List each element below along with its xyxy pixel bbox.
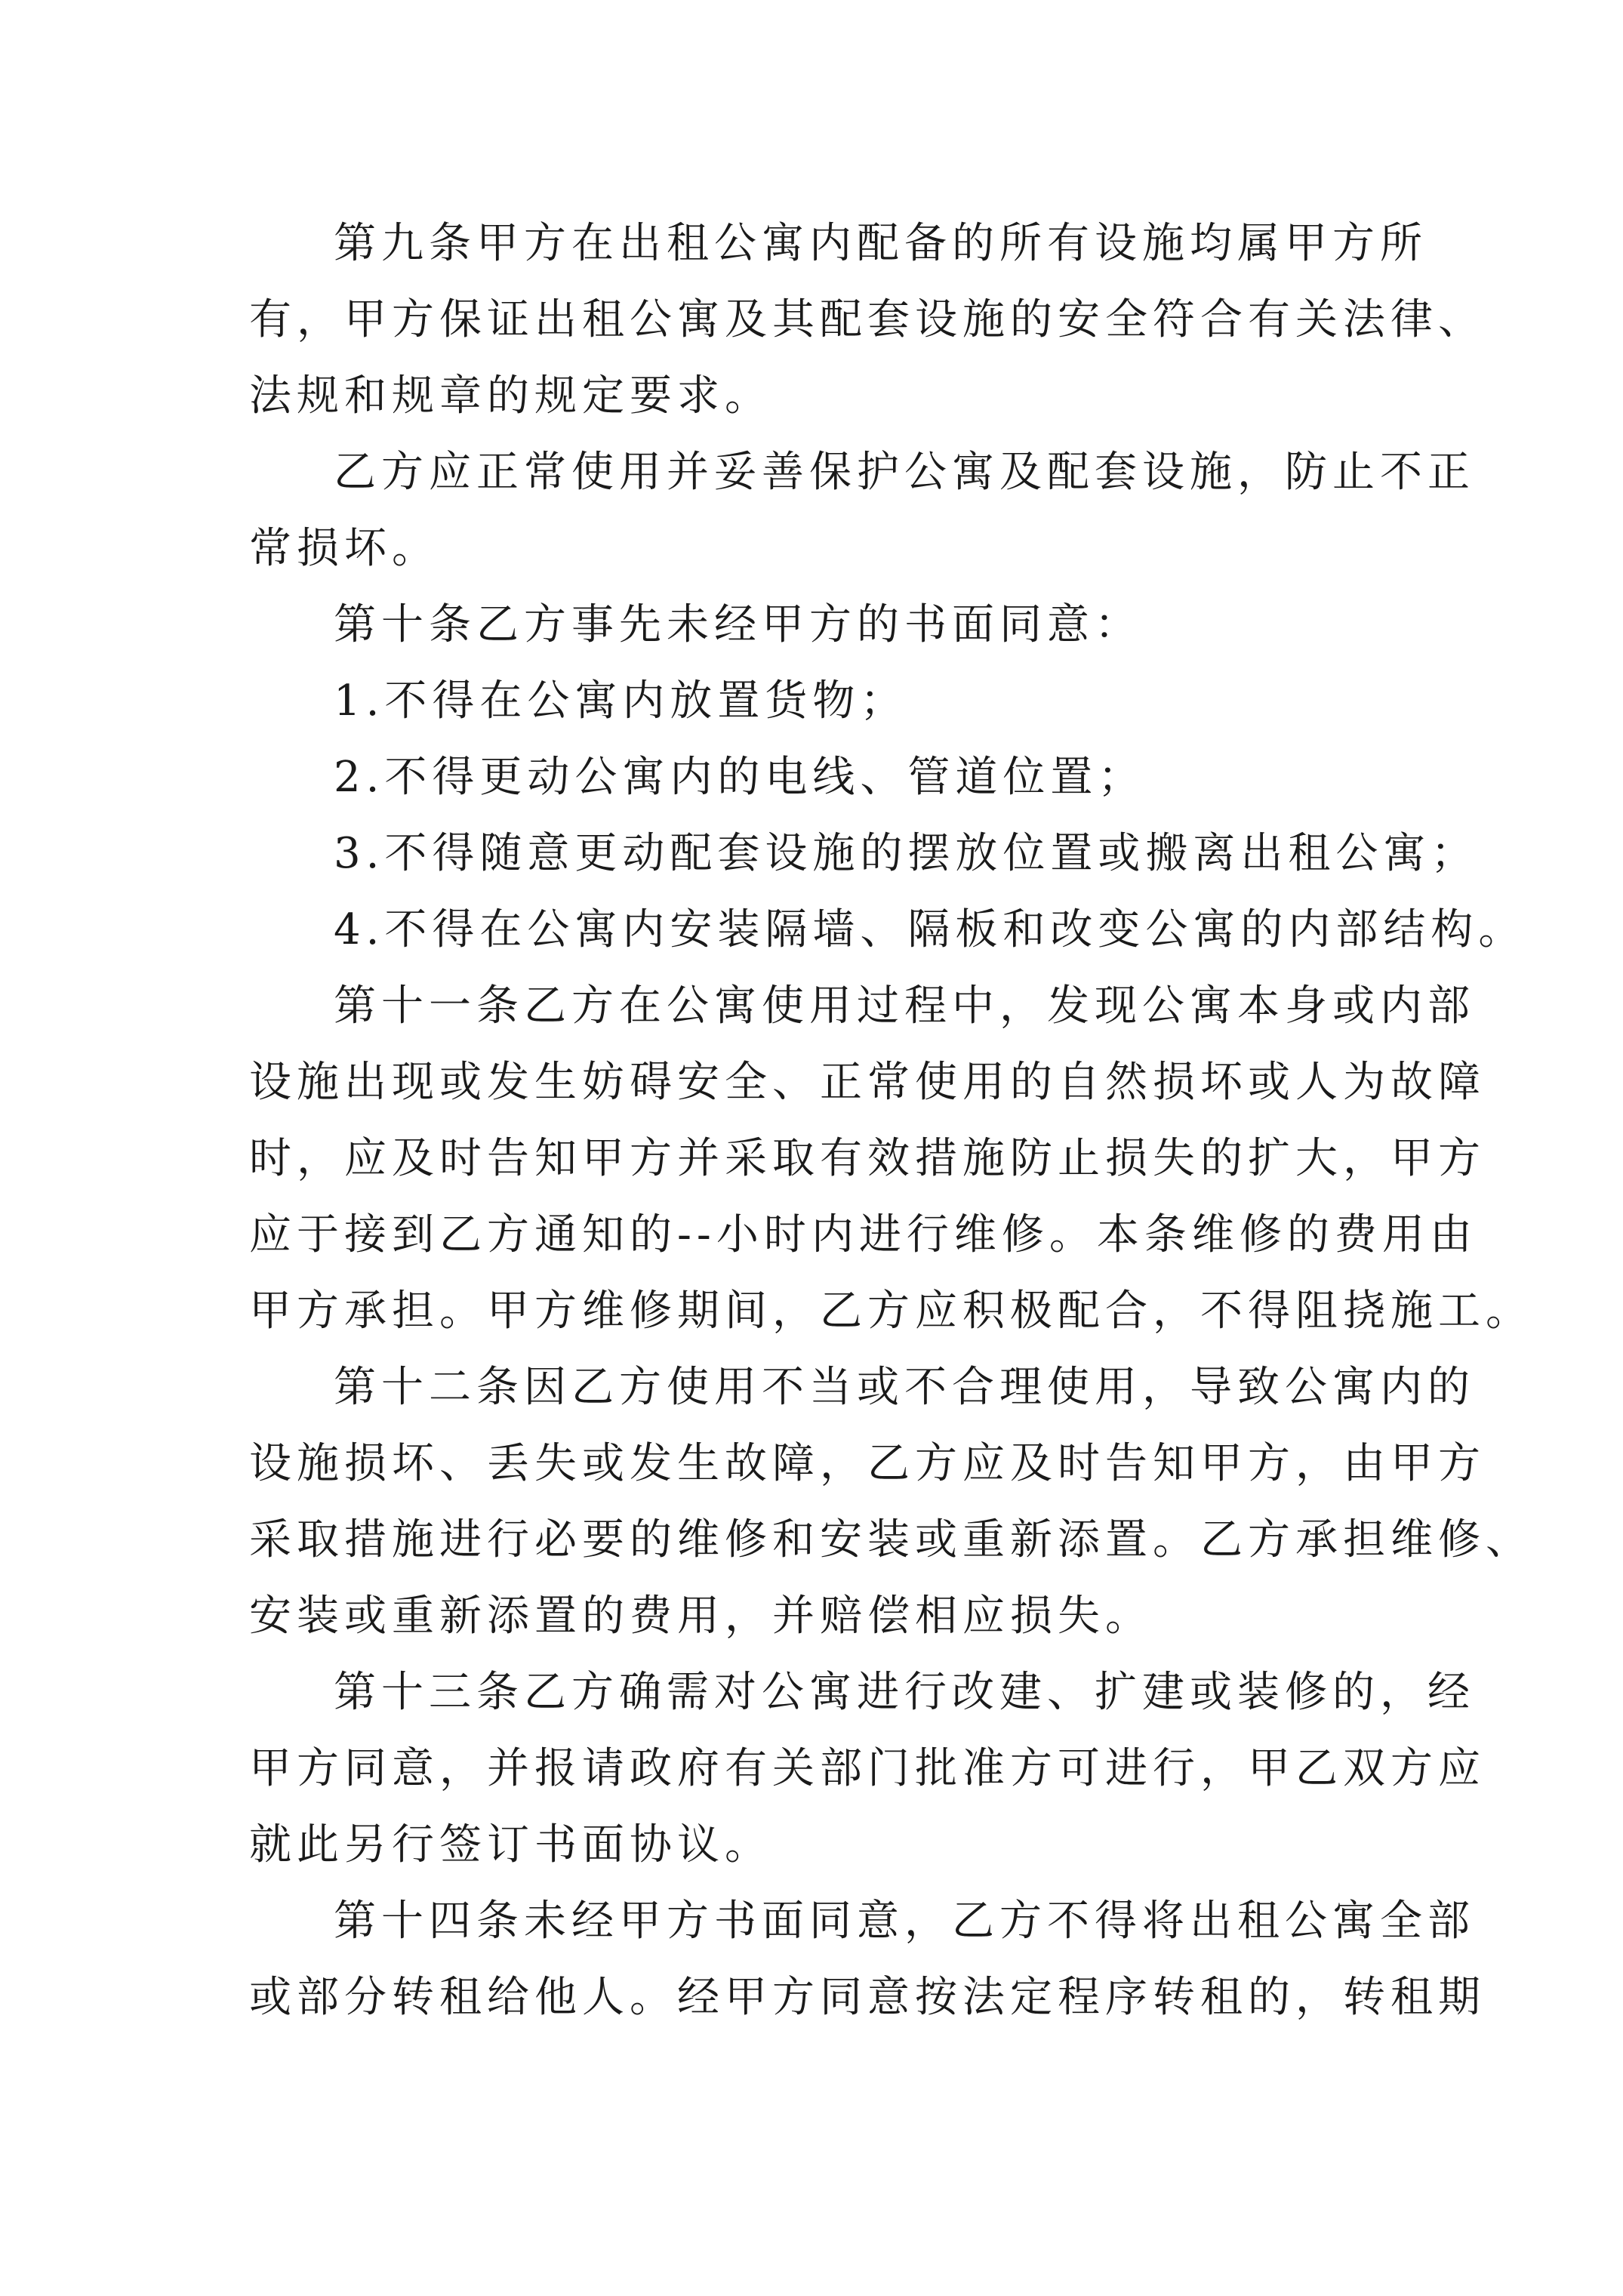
text-line: 就此另行签订书面协议。 bbox=[249, 1820, 772, 1869]
text-line: 3.不得随意更动配套设施的摆放位置或搬离出租公寓； bbox=[334, 829, 1479, 878]
text-line: 第十条乙方事先未经甲方的书面同意： bbox=[334, 600, 1142, 649]
text-line: 第十三条乙方确需对公寓进行改建、扩建或装修的，经 bbox=[334, 1668, 1475, 1717]
text-line: 第十二条因乙方使用不当或不合理使用，导致公寓内的 bbox=[334, 1363, 1475, 1412]
text-line: 设施出现或发生妨碍安全、正常使用的自然损坏或人为故障 bbox=[249, 1058, 1486, 1107]
text-line: 设施损坏、丢失或发生故障，乙方应及时告知甲方，由甲方 bbox=[249, 1439, 1486, 1488]
text-line: 应于接到乙方通知的--小时内进行维修。本条维修的费用由 bbox=[249, 1210, 1477, 1259]
text-line: 时，应及时告知甲方并采取有效措施防止损失的扩大，甲方 bbox=[249, 1134, 1486, 1183]
text-line: 或部分转租给他人。经甲方同意按法定程序转租的，转租期 bbox=[249, 1973, 1486, 2022]
text-line: 第十一条乙方在公寓使用过程中，发现公寓本身或内部 bbox=[334, 982, 1475, 1031]
text-line: 甲方同意，并报请政府有关部门批准方可进行，甲乙双方应 bbox=[249, 1744, 1486, 1793]
text-line: 常损坏。 bbox=[249, 524, 439, 573]
text-line: 第九条甲方在出租公寓内配备的所有设施均属甲方所 bbox=[334, 219, 1427, 268]
text-line: 4.不得在公寓内安装隔墙、隔板和改变公寓的内部结构。 bbox=[334, 905, 1526, 954]
text-line: 采取措施进行必要的维修和安装或重新添置。乙方承担维修、 bbox=[249, 1515, 1533, 1564]
text-line: 安装或重新添置的费用，并赔偿相应损失。 bbox=[249, 1592, 1153, 1641]
text-line: 法规和规章的规定要求。 bbox=[249, 371, 772, 421]
text-line: 乙方应正常使用并妥善保护公寓及配套设施，防止不正 bbox=[334, 448, 1475, 497]
text-line: 甲方承担。甲方维修期间，乙方应积极配合，不得阻挠施工。 bbox=[249, 1287, 1533, 1336]
text-line: 第十四条未经甲方书面同意，乙方不得将出租公寓全部 bbox=[334, 1897, 1475, 1946]
text-line: 有，甲方保证出租公寓及其配套设施的安全符合有关法律、 bbox=[249, 295, 1486, 344]
document-body bbox=[249, 205, 1533, 2036]
text-line: 1.不得在公寓内放置货物； bbox=[334, 676, 908, 726]
text-line: 2.不得更动公寓内的电线、管道位置； bbox=[334, 753, 1146, 802]
